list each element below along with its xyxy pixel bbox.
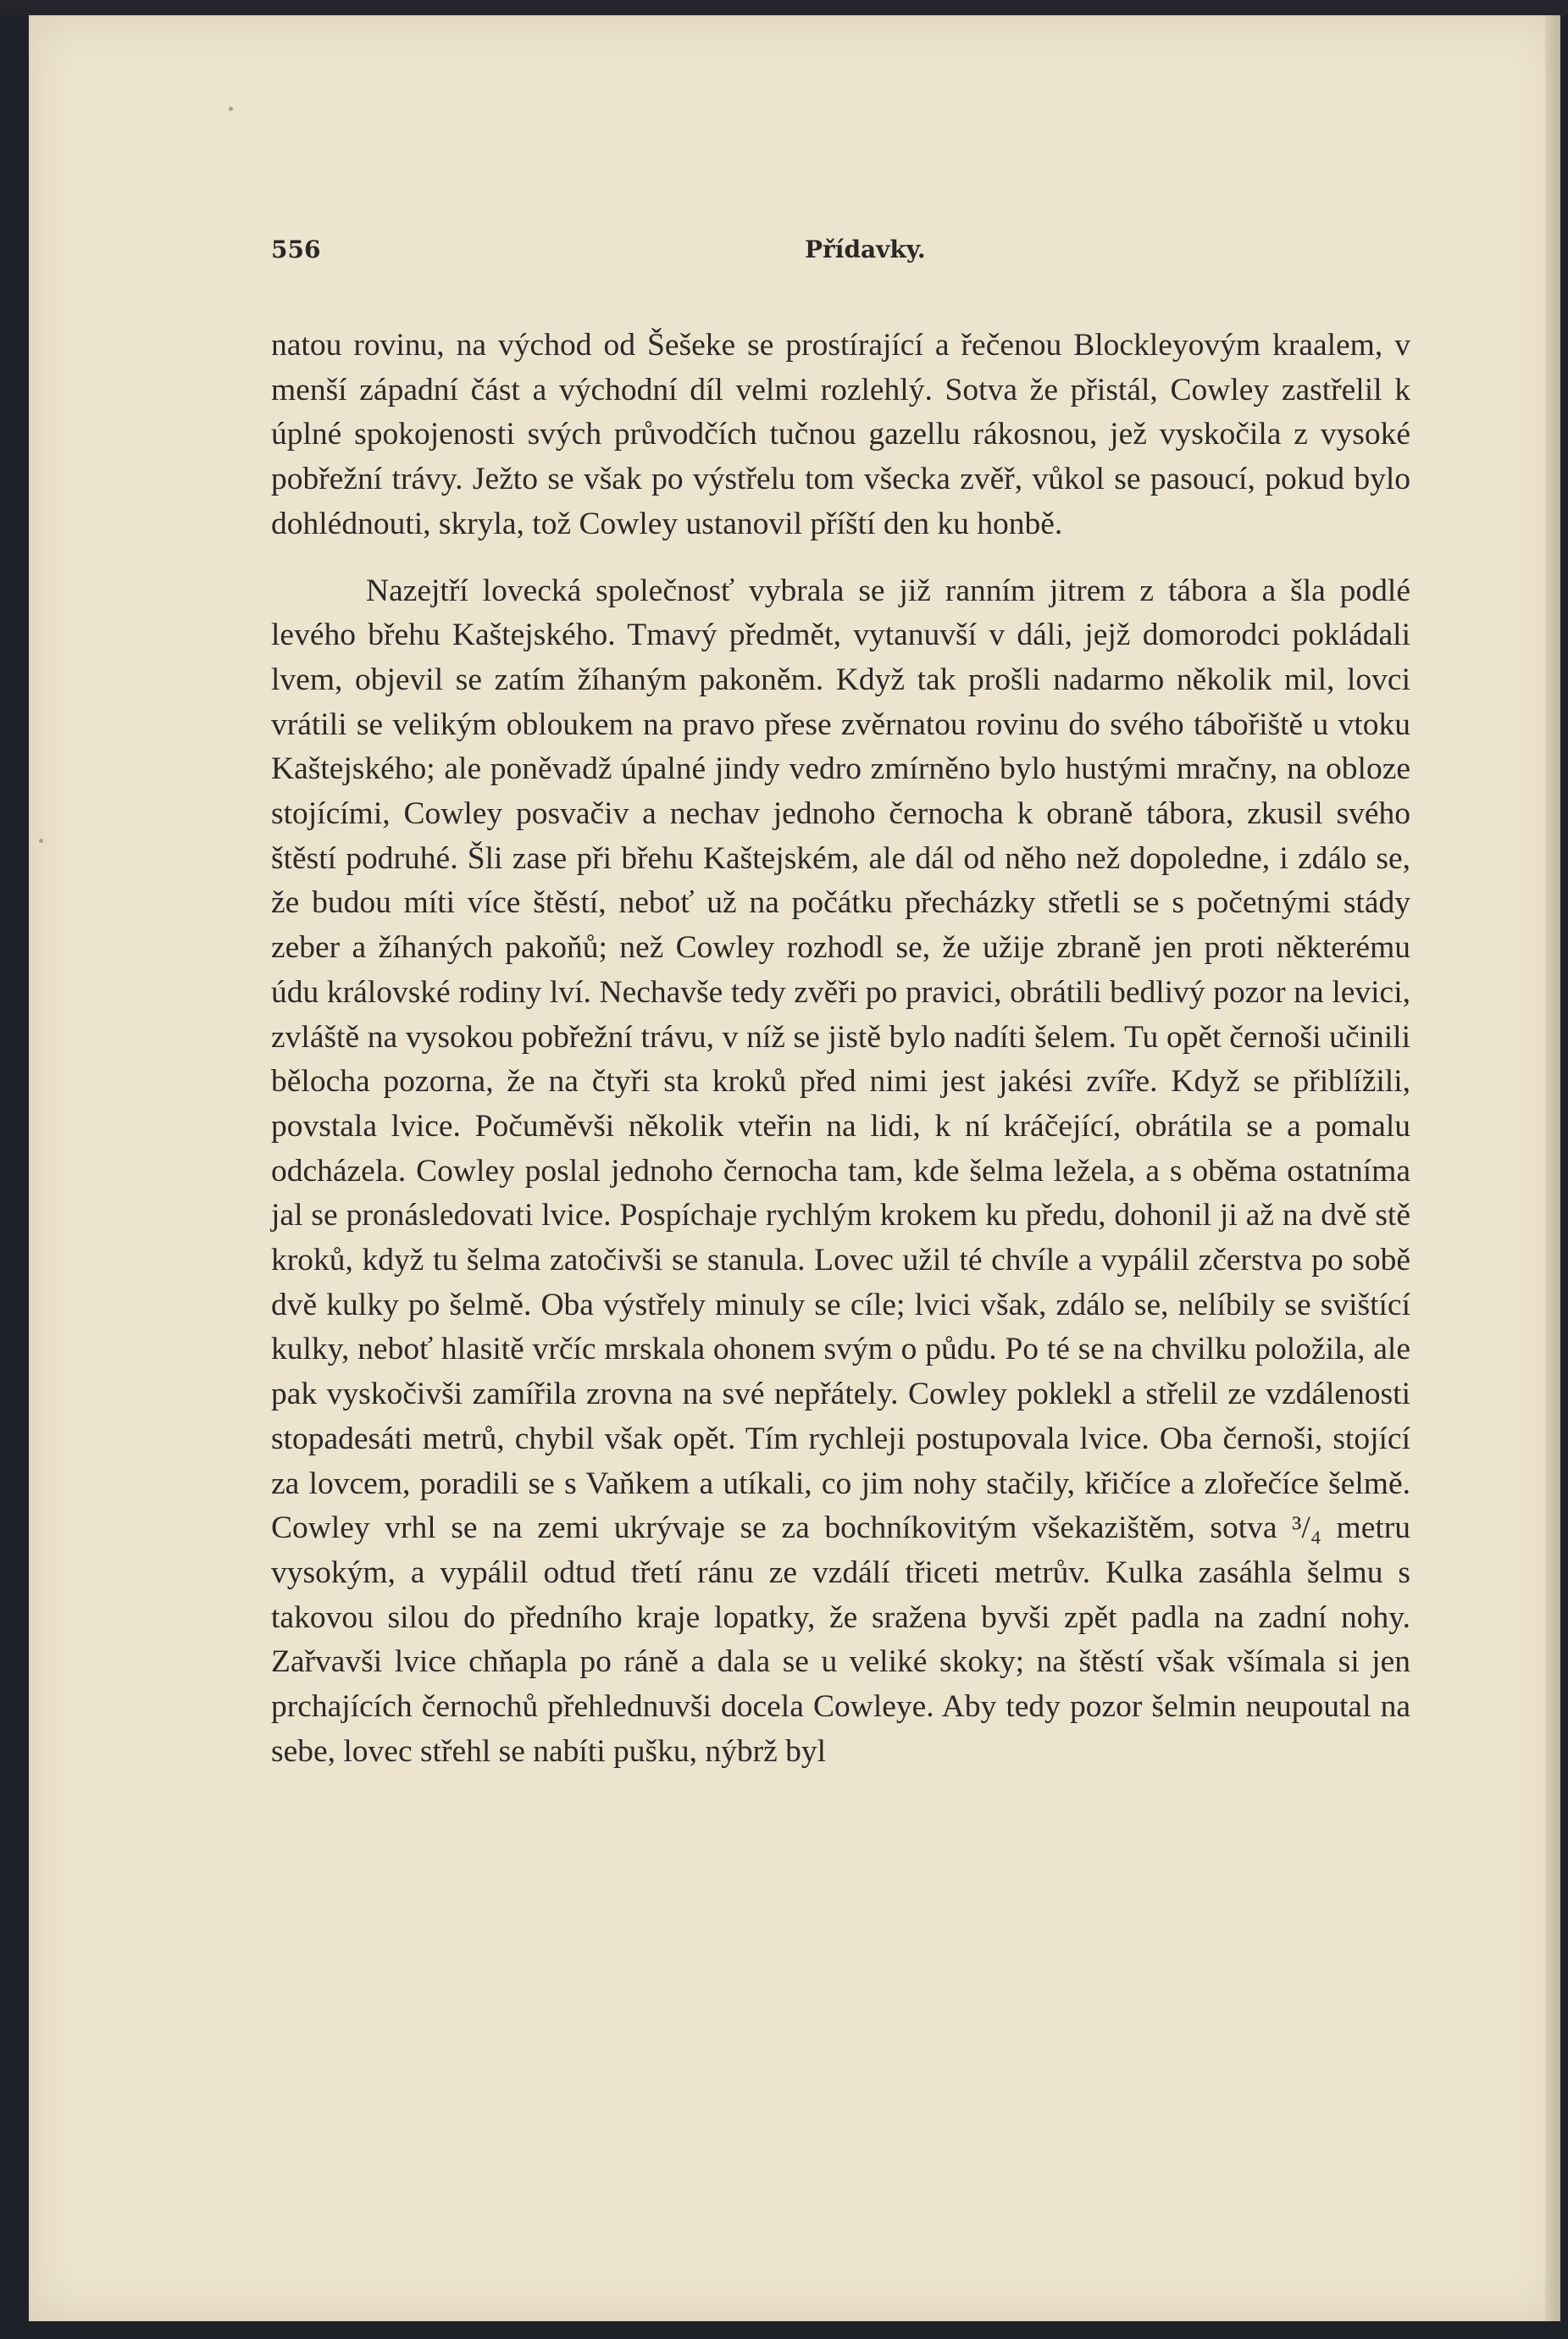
running-header — [271, 236, 1410, 269]
page-number: 556 — [271, 236, 321, 263]
paragraph: natou rovinu, na východ od Šešeke se prostírající a řečenou Blockleyovým kraalem, v menší západní část a východní díl velmi rozlehlý. Sotva že přistál, Cowley zastřelil k úplné spokojenosti svých průvodčích tučnou gazellu rákosnou, jež vyskočila z vysoké pobřežní trávy. Ježto se však po výstřelu tom všecka zvěř, vůkol se pasoucí, pokud bylo dohlédnouti, skryla, tož Cowley ustanovil příští den ku honbě. — [271, 328, 1410, 541]
paper-speck — [229, 107, 233, 111]
paragraph: Nazejtří lovecká společnosť vybrala se již ranním jitrem z tábora a šla podlé levého břehu Kaštejského. Tmavý předmět, vytanuvší v dáli, jejž domorodci pokládali lvem, objevil se zatím žíhaným pakoněm. Když tak prošli nadarmo několik mil, lovci vrátili se velikým obloukem na pravo přese zvěrnatou rovinu do svého tábořiště u vtoku Kaštejského; ale poněvadž úpalné jindy vedro zmírněno bylo hustými mračny, na obloze stojícími, Cowley posvačiv a nechav jednoho černocha k obraně tábora, zkusil svého štěstí podruhé. Šli zase při břehu Kaštejském, ale dál od něho než dopoledne, i zdálo se, že budou míti více štěstí, neboť už na počátku přecházky střetli se s početnými stády zeber a žíhaných pakoňů; než Cowley rozhodl se, že užije zbraně jen proti některému údu královské rodiny lví. Nechavše tedy zvěři po pravici, obrátili bedlivý pozor na levici, zvláště na vysokou pobřežní trávu, v níž se jistě bylo nadíti šelem. Tu opět černoši učinili bělocha pozorna, že na čtyři sta kroků před nimi jest jakési zvíře. Když se přiblížili, povstala lvice. Počuměvši několik vteřin na lidi, k ní kráčející, obrátila se a pomalu odcházela. Cowley poslal jednoho černocha tam, kde šelma ležela, a s oběma ostatníma jal se pronásledovati lvice. Pospíchaje rychlým krokem ku předu, dohonil ji až na dvě stě kroků, když tu šelma zatočivši se stanula. Lovec užil té chvíle a vypálil zčerstva po sobě dvě kulky po šelmě. Oba výstřely minuly se cíle; lvici však, zdálo se, nelíbily se svištící kulky, neboť hlasitě vrčíc mrskala ohonem svým o půdu. Po té se na chvilku položila, ale pak vyskočivši zamířila zrovna na své nepřátely. Cowley poklekl a střelil ze vzdálenosti stopadesáti metrů, chybil však opět. Tím rychleji postupovala lvice. Oba černoši, stojící za lovcem, poradili se s Vaňkem a utíkali, co jim nohy stačily, křičíce a zlořečíce šelmě. Cowley vrhl se na zemi ukrývaje se za bochníkovitým všekazištěm, sotva ³/₄ metru vysokým, a vypálil odtud třetí ránu ze vzdálí třiceti metrův. Kulka zasáhla šelmu s takovou silou do předního kraje lopatky, že sražena byvši zpět padla na zadní nohy. Zařvavši lvice chňapla po ráně a dala se u veliké skoky; na štěstí však všímala si jen prchajících černochů přehlednuvši docela Cowleye. Aby tedy pozor šelmin neupoutal na sebe, lovec střehl se nabíti pušku, nýbrž byl — [271, 573, 1410, 1769]
paper-speck — [39, 839, 43, 843]
scan-border-top — [0, 0, 1568, 15]
body-text — [271, 324, 1410, 1775]
running-title: Přídavky. — [805, 236, 926, 263]
page-edge — [1545, 15, 1560, 2321]
